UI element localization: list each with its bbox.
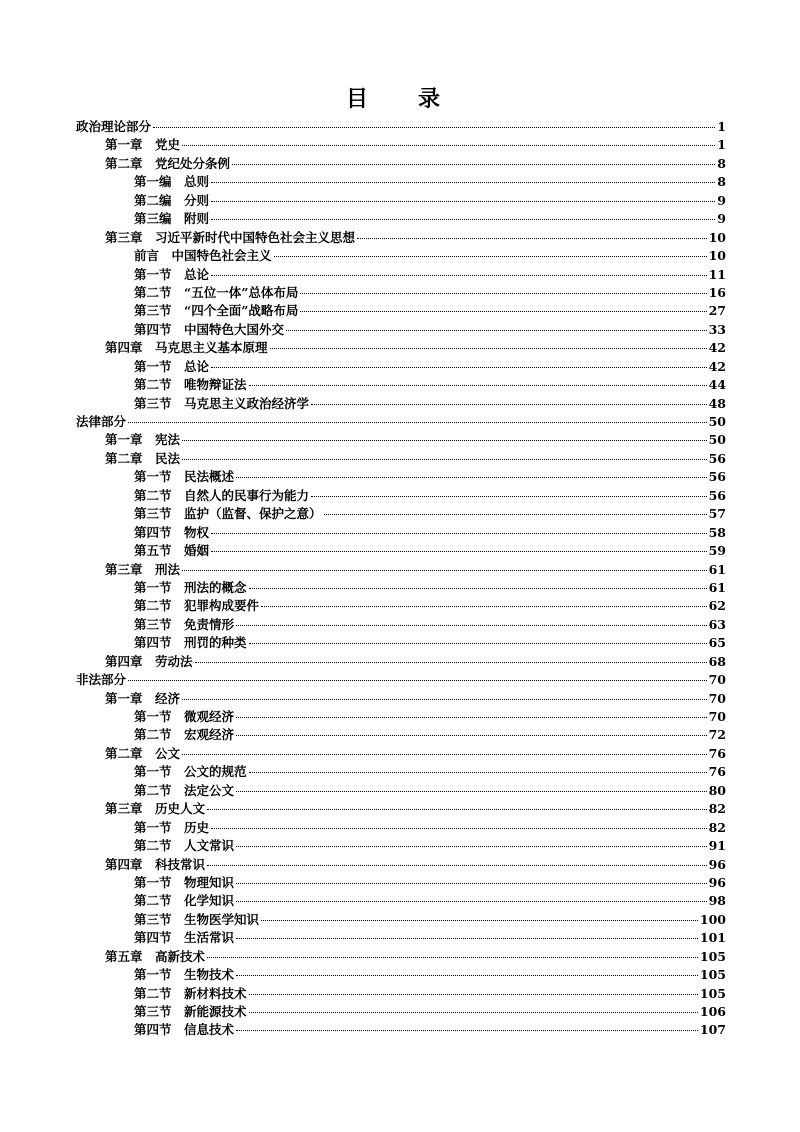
toc-entry[interactable] — [76, 210, 726, 228]
toc-entry[interactable] — [76, 837, 726, 855]
toc-entry[interactable] — [76, 671, 726, 689]
toc-entry-label: 前言 中国特色社会主义 — [134, 248, 272, 264]
toc-entry-label: 第一节 总论 — [134, 266, 210, 282]
dot-leader — [249, 1012, 698, 1013]
toc-entry-label: 第三节 “四个全面”战略布局 — [134, 303, 299, 319]
toc-entry-label: 第二章 党纪处分条例 — [105, 155, 231, 171]
dot-leader — [236, 717, 707, 718]
toc-entry[interactable] — [76, 339, 726, 357]
dot-leader — [311, 404, 707, 405]
toc-entry-label: 第二章 公文 — [105, 745, 181, 761]
toc-entry-label: 第一节 总论 — [134, 358, 210, 374]
toc-entry[interactable] — [76, 395, 726, 413]
dot-leader — [249, 772, 707, 773]
toc-entry-page-number: 91 — [708, 838, 726, 854]
toc-entry-label: 第五章 高新技术 — [105, 948, 206, 964]
toc-entry-page-number: 76 — [708, 764, 726, 780]
toc-entry-label: 第一节 微观经济 — [134, 709, 235, 724]
dot-leader — [300, 293, 706, 294]
toc-entry-page-number: 80 — [708, 782, 726, 798]
dot-leader — [300, 311, 706, 312]
dot-leader — [207, 809, 707, 810]
toc-entry-page-number: 82 — [708, 801, 726, 817]
toc-entry[interactable] — [76, 173, 726, 191]
toc-entry-page-number: 82 — [708, 819, 726, 835]
toc-entry-label: 第二节 法定公文 — [134, 782, 235, 798]
toc-entry-label: 第三节 新能源技术 — [134, 1004, 247, 1019]
toc-entry-label: 第三节 免责情形 — [134, 616, 235, 632]
toc-entry[interactable] — [76, 966, 726, 984]
toc-entry-page-number: 50 — [708, 414, 726, 429]
toc-entry-page-number: 1 — [717, 119, 726, 134]
toc-entry[interactable] — [76, 634, 726, 652]
toc-entry-page-number: 100 — [699, 911, 726, 927]
toc-entry-label: 第四节 信息技术 — [134, 1022, 235, 1038]
toc-entry-label: 第一节 刑法的概念 — [134, 579, 247, 595]
dot-leader — [236, 938, 698, 939]
toc-entry[interactable] — [76, 118, 726, 136]
toc-entry-label: 第一节 历史 — [134, 819, 210, 835]
toc-entry-label: 第一章 经济 — [105, 690, 181, 706]
toc-entry[interactable] — [76, 782, 726, 800]
dot-leader — [207, 957, 698, 958]
toc-entry-page-number: 105 — [699, 967, 726, 983]
toc-entry-page-number: 70 — [708, 672, 726, 688]
toc-entry-page-number: 8 — [717, 174, 726, 190]
toc-entry[interactable] — [76, 763, 726, 781]
dot-leader — [211, 551, 707, 552]
toc-entry-page-number: 61 — [708, 561, 726, 577]
toc-entry-page-number: 98 — [708, 893, 726, 909]
toc-entry[interactable] — [76, 929, 726, 947]
toc-entry[interactable] — [76, 450, 726, 468]
toc-entry[interactable] — [76, 358, 726, 376]
toc-entry-label: 第二节 化学知识 — [134, 893, 235, 909]
toc-entry-page-number: 27 — [708, 303, 726, 319]
toc-entry-page-number: 1 — [717, 137, 726, 153]
toc-entry-page-number: 9 — [717, 211, 726, 227]
dot-leader — [182, 699, 707, 700]
toc-entry[interactable] — [76, 155, 726, 173]
toc-entry-label: 第一章 党史 — [105, 137, 181, 153]
toc-entry-label: 第三章 习近平新时代中国特色社会主义思想 — [105, 229, 356, 245]
toc-entry[interactable] — [76, 487, 726, 505]
toc-entry[interactable] — [76, 431, 726, 449]
toc-entry-label: 第四章 马克思主义基本原理 — [105, 340, 268, 356]
toc-entry-page-number: 56 — [708, 469, 726, 485]
dot-leader — [153, 127, 715, 128]
dot-leader — [211, 367, 707, 368]
toc-entry-page-number: 56 — [708, 450, 726, 466]
dot-leader — [236, 846, 707, 847]
toc-entry-page-number: 76 — [708, 745, 726, 761]
toc-entry-page-number: 96 — [708, 856, 726, 872]
toc-entry-label: 第二编 分则 — [134, 192, 210, 208]
dot-leader — [286, 330, 707, 331]
toc-entry-page-number: 58 — [708, 524, 726, 540]
toc-entry-page-number: 10 — [708, 248, 726, 264]
toc-entry-label: 第三编 附则 — [134, 211, 210, 227]
toc-entry-label: 第四章 科技常识 — [105, 856, 206, 872]
toc-entry[interactable] — [76, 284, 726, 302]
toc-entry[interactable] — [76, 266, 726, 284]
toc-entry[interactable] — [76, 874, 726, 892]
toc-entry-label: 第一编 总则 — [134, 174, 210, 190]
dot-leader — [236, 791, 707, 792]
toc-entry-label: 第四节 中国特色大国外交 — [134, 321, 285, 337]
dot-leader — [249, 385, 707, 386]
toc-entry[interactable] — [76, 136, 726, 154]
toc-entry-label: 第三章 历史人文 — [105, 801, 206, 817]
dot-leader — [211, 201, 715, 202]
toc-entry[interactable] — [76, 911, 726, 929]
toc-entry[interactable] — [76, 800, 726, 818]
toc-entry-page-number: 10 — [708, 229, 726, 245]
dot-leader — [270, 348, 707, 349]
toc-entry-page-number: 42 — [708, 340, 726, 356]
toc-entry-page-number: 16 — [708, 284, 726, 300]
dot-leader — [274, 256, 707, 257]
page-title: 目 录 — [345, 86, 454, 112]
toc-entry[interactable] — [76, 579, 726, 597]
toc-entry[interactable] — [76, 597, 726, 615]
toc-entry[interactable] — [76, 302, 726, 320]
dot-leader — [236, 735, 707, 736]
toc-entry[interactable] — [76, 653, 726, 671]
toc-entry-page-number: 105 — [699, 985, 726, 1001]
toc-entry-label: 第二节 新材料技术 — [134, 985, 247, 1001]
toc-entry[interactable] — [76, 542, 726, 560]
toc-entry-page-number: 72 — [708, 727, 726, 743]
toc-entry[interactable] — [76, 561, 726, 579]
toc-entry-label: 法律部分 — [76, 414, 127, 429]
dot-leader — [128, 680, 707, 681]
toc-entry-label: 第一节 物理知识 — [134, 874, 235, 890]
dot-leader — [236, 1030, 698, 1031]
toc-entry-page-number: 57 — [708, 506, 726, 522]
toc-entry[interactable] — [76, 892, 726, 910]
toc-entry-label: 第五节 婚姻 — [134, 543, 210, 559]
toc-entry[interactable] — [76, 745, 726, 763]
dot-leader — [236, 477, 707, 478]
toc-entry-page-number: 59 — [708, 543, 726, 559]
toc-entry[interactable] — [76, 247, 726, 265]
toc-entry-label: 第二节 宏观经济 — [134, 727, 235, 743]
toc-entry-page-number: 61 — [708, 579, 726, 595]
toc-entry[interactable] — [76, 690, 726, 708]
dot-leader — [236, 883, 707, 884]
toc-entry-page-number: 11 — [708, 266, 726, 282]
toc-entry[interactable] — [76, 229, 726, 247]
toc-entry[interactable] — [76, 985, 726, 1003]
toc-entry-page-number: 101 — [699, 930, 726, 946]
dot-leader — [236, 625, 707, 626]
dot-leader — [211, 533, 707, 534]
dot-leader — [236, 901, 707, 902]
toc-entry-label: 第三节 马克思主义政治经济学 — [134, 395, 310, 411]
toc-entry[interactable] — [76, 1021, 726, 1039]
toc-entry-page-number: 106 — [699, 1004, 726, 1019]
toc-entry-label: 第三节 监护（监督、保护之意） — [134, 506, 322, 522]
toc-entry[interactable] — [76, 948, 726, 966]
toc-entry-label: 第二节 唯物辩证法 — [134, 377, 247, 393]
toc-entry[interactable] — [76, 819, 726, 837]
dot-leader — [211, 182, 715, 183]
dot-leader — [182, 570, 707, 571]
dot-leader — [357, 238, 707, 239]
toc-entry-page-number: 63 — [708, 616, 726, 632]
toc-entry-label: 第三节 生物医学知识 — [134, 911, 260, 927]
toc-entry-page-number: 9 — [717, 192, 726, 208]
toc-entry-page-number: 44 — [708, 377, 726, 393]
toc-entry-page-number: 70 — [708, 709, 726, 724]
toc-entry-label: 第二节 自然人的民事行为能力 — [134, 487, 310, 503]
toc-entry[interactable] — [76, 524, 726, 542]
dot-leader — [207, 865, 707, 866]
toc-entry-label: 政治理论部分 — [76, 119, 152, 134]
toc-entry[interactable] — [76, 468, 726, 486]
toc-entry[interactable] — [76, 413, 726, 431]
toc-entry[interactable] — [76, 192, 726, 210]
toc-entry[interactable] — [76, 708, 726, 726]
toc-entry-label: 第一节 公文的规范 — [134, 764, 247, 780]
toc-entry-label: 第四章 劳动法 — [105, 653, 193, 669]
dot-leader — [211, 275, 707, 276]
toc-entry-page-number: 8 — [717, 155, 726, 171]
dot-leader — [128, 422, 707, 423]
toc-entry-page-number: 68 — [708, 653, 726, 669]
dot-leader — [182, 145, 715, 146]
toc-entry[interactable] — [76, 505, 726, 523]
table-of-contents — [76, 118, 726, 1040]
toc-entry[interactable] — [76, 321, 726, 339]
toc-entry[interactable] — [76, 726, 726, 744]
dot-leader — [182, 754, 707, 755]
toc-entry[interactable] — [76, 856, 726, 874]
toc-entry-page-number: 62 — [708, 598, 726, 614]
dot-leader — [211, 219, 715, 220]
toc-entry-page-number: 105 — [699, 948, 726, 964]
dot-leader — [211, 828, 707, 829]
dot-leader — [324, 514, 707, 515]
dot-leader — [182, 440, 707, 441]
toc-entry-label: 第二节 犯罪构成要件 — [134, 598, 260, 614]
toc-entry-page-number: 65 — [708, 635, 726, 651]
dot-leader — [249, 588, 707, 589]
toc-entry-label: 第二章 民法 — [105, 450, 181, 466]
toc-entry-label: 第二节 “五位一体”总体布局 — [134, 284, 299, 300]
toc-entry-label: 第四节 刑罚的种类 — [134, 635, 247, 651]
dot-leader — [236, 975, 698, 976]
toc-entry-page-number: 50 — [708, 432, 726, 448]
toc-entry-label: 非法部分 — [76, 672, 127, 688]
toc-entry[interactable] — [76, 616, 726, 634]
dot-leader — [261, 920, 698, 921]
toc-entry-label: 第一章 宪法 — [105, 432, 181, 448]
toc-entry-page-number: 56 — [708, 487, 726, 503]
dot-leader — [311, 496, 707, 497]
toc-entry-page-number: 48 — [708, 395, 726, 411]
toc-entry-label: 第四节 物权 — [134, 524, 210, 540]
dot-leader — [232, 164, 715, 165]
toc-entry-page-number: 33 — [708, 321, 726, 337]
toc-entry[interactable] — [76, 376, 726, 394]
dot-leader — [261, 606, 707, 607]
dot-leader — [195, 662, 707, 663]
toc-entry-page-number: 42 — [708, 358, 726, 374]
toc-entry-label: 第四节 生活常识 — [134, 930, 235, 946]
dot-leader — [249, 994, 698, 995]
toc-entry-page-number: 96 — [708, 874, 726, 890]
toc-entry-page-number: 70 — [708, 690, 726, 706]
toc-entry-label: 第二节 人文常识 — [134, 838, 235, 854]
toc-entry-label: 第一节 生物技术 — [134, 967, 235, 983]
toc-entry-label: 第三章 刑法 — [105, 561, 181, 577]
toc-entry-page-number: 107 — [699, 1022, 726, 1038]
dot-leader — [182, 459, 707, 460]
toc-entry-label: 第一节 民法概述 — [134, 469, 235, 485]
dot-leader — [249, 643, 707, 644]
toc-entry[interactable] — [76, 1003, 726, 1021]
